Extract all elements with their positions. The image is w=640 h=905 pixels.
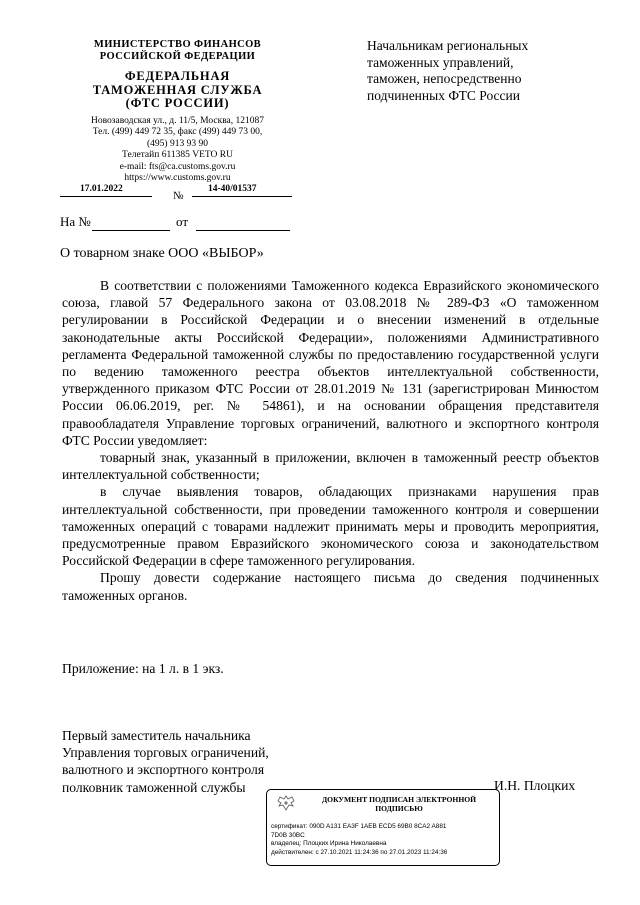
- number-sign: №: [173, 190, 184, 202]
- contact-address: Новозаводская ул., д. 11/5, Москва, 121087: [90, 116, 265, 126]
- document-date: 17.01.2022: [80, 184, 123, 194]
- ref-number-blank: [92, 230, 170, 231]
- position-line: полковник таможенной службы: [62, 779, 246, 795]
- agency-name: [60, 70, 295, 111]
- contact-phone: Тел. (499) 449 72 35, факс (499) 449 73 00,: [92, 127, 263, 138]
- stamp-title-line: ДОКУМЕНТ ПОДПИСАН ЭЛЕКТРОННОЙ: [321, 795, 477, 804]
- body-paragraph: Прошу довести содержание настоящего письма до сведения подчиненных таможенных органов.: [62, 570, 599, 603]
- ministry-name: [60, 39, 295, 63]
- electronic-signature-stamp: [266, 789, 500, 866]
- contact-website: https://www.customs.gov.ru: [124, 173, 231, 184]
- position-line: валютного и экспортного контроля: [62, 762, 265, 778]
- addressee-line: подчиненных ФТС России: [367, 87, 520, 103]
- position-line: Первый заместитель начальника: [62, 728, 251, 743]
- ref-number-label: На №: [60, 214, 91, 229]
- body-paragraph: товарный знак, указанный в приложении, включен в таможенный реестр объектов интеллектуальной собственности;: [62, 450, 599, 483]
- signatory-name: И.Н. Плоцких: [494, 778, 576, 793]
- signatory-position: [62, 727, 269, 796]
- stamp-validity: действителен: с 27.10.2021 11:24:36 по 27.01.2023 11:24:36: [271, 849, 448, 857]
- stamp-owner: владелец: Плоцких Ирина Николаевна: [271, 840, 387, 848]
- agency-line: (ФТС РОССИИ): [125, 96, 230, 110]
- double-headed-eagle-emblem-icon: [275, 794, 297, 812]
- letter-body: [62, 277, 599, 604]
- stamp-details: [271, 823, 497, 858]
- addressee-block: [367, 38, 597, 104]
- ref-date-label: от: [176, 214, 189, 229]
- date-underline: [60, 196, 152, 197]
- ref-date-blank: [196, 230, 290, 231]
- letter-subject: О товарном знаке ООО «ВЫБОР»: [60, 246, 264, 261]
- stamp-certificate: сертификат: 090D A131 EA3F 1AEB ECD5 69B0 8CA2 A881: [271, 823, 447, 830]
- agency-line: ФЕДЕРАЛЬНАЯ: [124, 69, 231, 83]
- agency-contacts: [60, 116, 295, 184]
- body-paragraph: В соответствии с положениями Таможенного кодекса Евразийского экономического союза, главой 57 Федерального закона от 03.08.2018 № 289-ФЗ «О таможенном регулировании в Российской Федерации и о внесении изменений в отдельные законодательные акты Российской Федерации», положениями Административного регламента Федеральной таможенной службы по предоставлению государственной услуги по ведению таможенного реестра объектов интеллектуальной собственности, утвержденного приказом ФТС России от 28.01.2019 № 131 (зарегистрирован Минюстом России 06.06.2019, рег. № 54861), и на основании обращения представителя правообладателя Управление торговых ограничений, валютного и экспортного контроля ФТС России уведомляет:: [62, 278, 599, 448]
- stamp-title: [301, 795, 497, 813]
- document-number: 14-40/01537: [208, 184, 257, 194]
- agency-line: ТАМОЖЕННАЯ СЛУЖБА: [92, 82, 263, 97]
- addressee-line: таможенных управлений,: [367, 54, 514, 70]
- contact-email: e-mail: fts@ca.customs.gov.ru: [119, 161, 236, 172]
- contact-teletype: Телетайп 611385 VETO RU: [122, 150, 233, 161]
- ministry-line: РОССИЙСКОЙ ФЕДЕРАЦИИ: [99, 51, 256, 62]
- ministry-line: МИНИСТЕРСТВО ФИНАНСОВ: [93, 39, 262, 50]
- stamp-certificate-cont: 7D0B 30BC: [271, 831, 305, 839]
- addressee-line: таможен, непосредственно: [367, 71, 522, 86]
- body-paragraph: в случае выявления товаров, обладающих признаками нарушения прав интеллектуальной собственности, при проведении таможенного контроля и совершении таможенных операций с товарами надлежит принимать меры и проводить мероприятия, предусмотренные правом Евразийского экономического союза и законодательством Российской Федерации в сфере таможенного регулирования.: [62, 484, 599, 569]
- position-line: Управления торговых ограничений,: [62, 745, 269, 761]
- document-date-number: [60, 184, 295, 208]
- number-underline: [192, 196, 292, 197]
- reference-line: [60, 214, 300, 234]
- stamp-title-line: ПОДПИСЬЮ: [375, 804, 423, 813]
- addressee-line: Начальникам региональных: [367, 38, 529, 53]
- attachment-note: Приложение: на 1 л. в 1 экз.: [62, 661, 224, 676]
- contact-phone-2: (495) 913 93 90: [147, 138, 208, 149]
